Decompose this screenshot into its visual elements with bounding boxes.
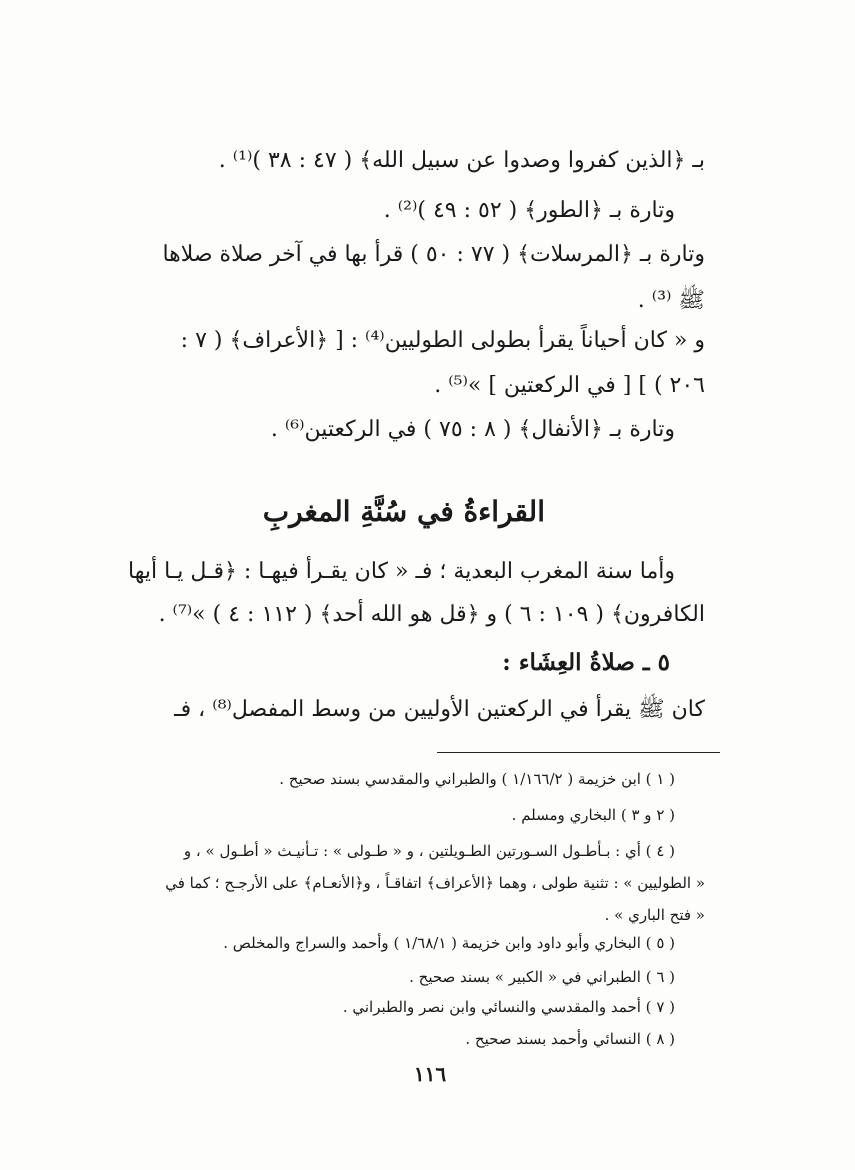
footnote-separator	[437, 752, 720, 753]
section-line-2: الكافرون﴾ ( ١٠٩ : ٦ ) و ﴿قل هو الله أحد﴾ ( ١١٢ : ٤ ) »⁽⁷⁾ .	[158, 602, 705, 627]
section-heading: القراءةُ في سُنَّةِ المغربِ	[262, 495, 545, 528]
body-line-4: ﷺ ⁽³⁾ .	[637, 288, 705, 313]
sub-heading: ٥ ـ صلاةُ العِشَاء :	[502, 649, 670, 676]
footnote-5: ( ٥ ) البخاري وأبو داود وابن خزيمة ( ١/٦٨/١ ) وأحمد والسراج والمخلص .	[223, 934, 675, 952]
footnote-2: ( ٢ و ٣ ) البخاري ومسلم .	[511, 806, 675, 824]
page-number: ١١٦	[413, 1062, 447, 1086]
body-line-5: و « كان أحياناً يقرأ بطولى الطوليين⁽⁴⁾ : [ ﴿الأعراف﴾ ( ٧ :	[180, 328, 705, 353]
sub-line-1: كان ﷺ يقرأ في الركعتين الأوليين من وسط المفصل⁽⁸⁾ ، فـ	[174, 697, 705, 722]
section-line-1: وأما سنة المغرب البعدية ؛ فـ « كان يقـرأ فيهـا : ﴿قـل يـا أيها	[128, 559, 675, 584]
footnote-8: ( ٨ ) النسائي وأحمد بسند صحيح .	[465, 1030, 675, 1048]
footnote-6: ( ٦ ) الطبراني في « الكبير » بسند صحيح .	[409, 968, 675, 986]
footnote-3-cont-2: « فتح الباري » .	[604, 906, 705, 924]
footnote-3-cont: « الطوليين » : تثنية طولى ، وهما ﴿الأعراف﴾ اتفاقـاً ، و﴿الأنعـام﴾ على الأرجـح ؛ كما في	[165, 874, 705, 892]
body-line-1: بـ ﴿الذين كفروا وصدوا عن سبيل الله﴾ ( ٤٧ : ٣٨ )⁽¹⁾ .	[218, 148, 705, 173]
body-line-7: وتارة بـ ﴿الأنفال﴾ ( ٨ : ٧٥ ) في الركعتين⁽⁶⁾ .	[270, 417, 675, 442]
body-line-6: ٢٠٦ ) ] [ في الركعتين ] »⁽⁵⁾ .	[434, 373, 705, 398]
body-line-3: وتارة بـ ﴿المرسلات﴾ ( ٧٧ : ٥٠ ) قرأ بها في آخر صلاة صلاها	[162, 242, 705, 267]
footnote-7: ( ٧ ) أحمد والمقدسي والنسائي وابن نصر والطبراني .	[342, 998, 675, 1016]
footnote-1: ( ١ ) ابن خزيمة ( ١/١٦٦/٢ ) والطبراني والمقدسي بسند صحيح .	[279, 770, 675, 788]
body-line-2: وتارة بـ ﴿الطور﴾ ( ٥٢ : ٤٩ )⁽²⁾ .	[383, 198, 675, 223]
footnote-3: ( ٤ ) أي : بـأطـول السـورتين الطـويلتين ، و « طـولى » : تـأنيـث « أطـول » ، و	[183, 842, 675, 860]
